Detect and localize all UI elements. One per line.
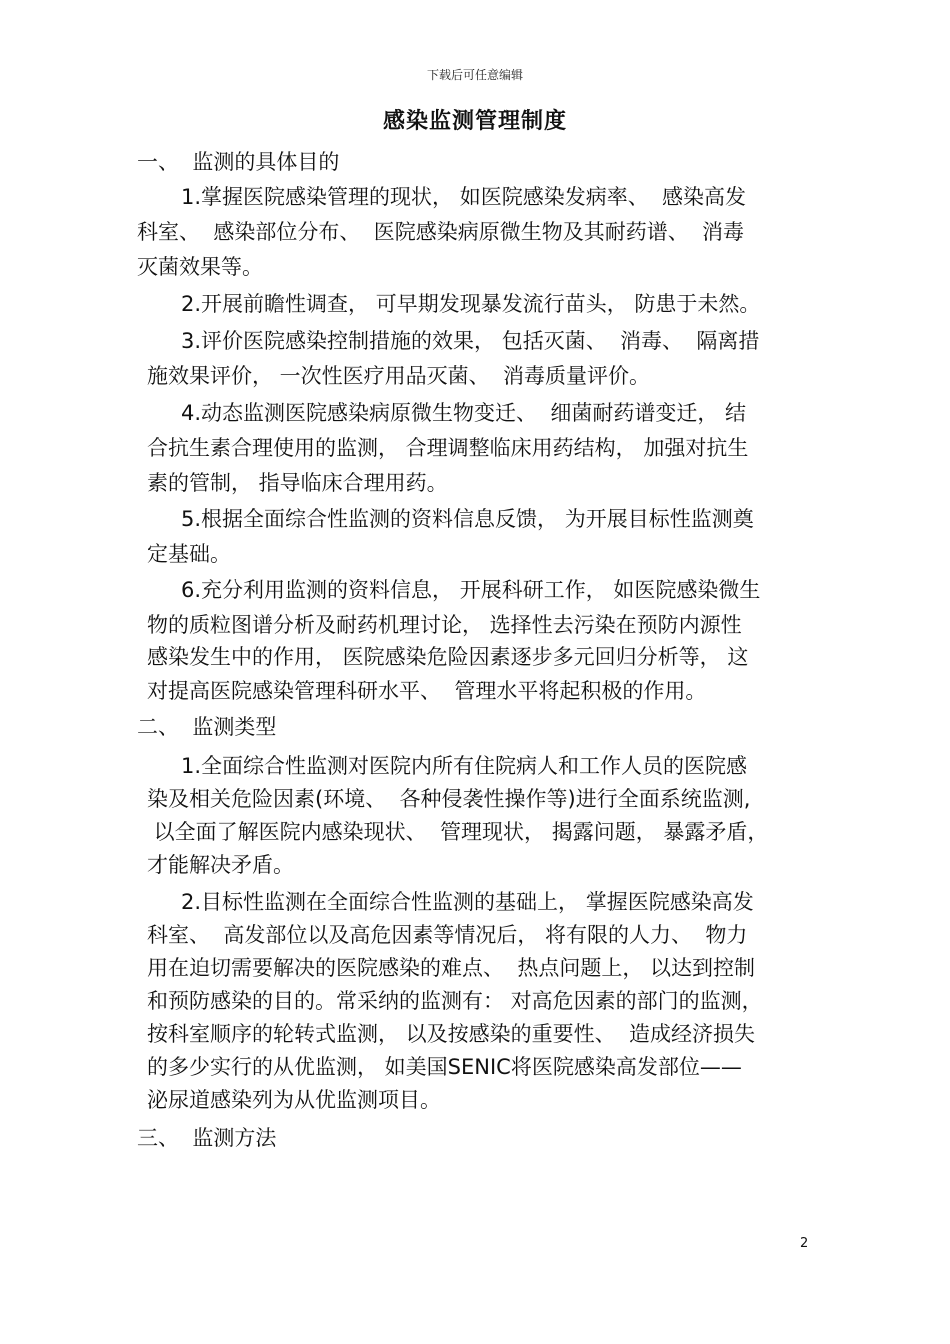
paragraph-line: 的多少实行的从优监测， 如美国SENIC将医院感染高发部位——	[147, 1055, 742, 1079]
paragraph-line: 1.掌握医院感染管理的现状， 如医院感染发病率、 感染高发	[181, 185, 747, 209]
paragraph-line: 素的管制， 指导临床合理用药。	[147, 471, 448, 495]
page-header-note: 下载后可任意编辑	[426, 68, 523, 82]
paragraph-line: 定基础。	[147, 542, 231, 566]
paragraph-line: 科室、 感染部位分布、 医院感染病原微生物及其耐药谱、 消毒	[137, 220, 745, 244]
paragraph-line: 才能解决矛盾。	[147, 853, 294, 877]
paragraph-line: 施效果评价， 一次性医疗用品灭菌、 消毒质量评价。	[147, 364, 651, 388]
paragraph-line: 5.根据全面综合性监测的资料信息反馈， 为开展目标性监测奠	[181, 507, 754, 531]
paragraph-line: 灭菌效果等。	[137, 255, 263, 279]
paragraph-line: 2.开展前瞻性调查， 可早期发现暴发流行苗头， 防患于未然。	[181, 292, 761, 316]
paragraph-line: 对提高医院感染管理科研水平、 管理水平将起积极的作用。	[147, 679, 707, 703]
paragraph-line: 6.充分利用监测的资料信息， 开展科研工作， 如医院感染微生	[181, 578, 761, 602]
page-number: 2	[800, 1236, 809, 1251]
paragraph-line: 1.全面综合性监测对医院内所有住院病人和工作人员的医院感	[181, 754, 748, 778]
section-heading: 一、 监测的具体目的	[137, 150, 340, 174]
paragraph-line: 2.目标性监测在全面综合性监测的基础上， 掌握医院感染高发	[181, 890, 754, 914]
section-heading: 二、 监测类型	[137, 715, 277, 739]
paragraph-line: 4.动态监测医院感染病原微生物变迁、 细菌耐药谱变迁， 结	[181, 401, 747, 425]
paragraph-line: 染及相关危险因素(环境、 各种侵袭性操作等)进行全面系统监测,	[147, 787, 751, 811]
section-heading: 三、 监测方法	[137, 1126, 277, 1150]
document-title: 感染监测管理制度	[382, 109, 567, 134]
paragraph-line: 以全面了解医院内感染现状、 管理现状， 揭露问题， 暴露矛盾，	[147, 820, 769, 844]
paragraph-line: 合抗生素合理使用的监测， 合理调整临床用药结构， 加强对抗生	[147, 436, 749, 460]
paragraph-line: 物的质粒图谱分析及耐药机理讨论， 选择性去污染在预防内源性	[147, 613, 742, 637]
paragraph-line: 3.评价医院感染控制措施的效果， 包括灭菌、 消毒、 隔离措	[181, 329, 760, 353]
paragraph-line: 感染发生中的作用， 医院感染危险因素逐步多元回归分析等， 这	[147, 645, 749, 669]
paragraph-line: 和预防感染的目的。常采纳的监测有： 对高危因素的部门的监测，	[147, 989, 763, 1013]
paragraph-line: 科室、 高发部位以及高危因素等情况后， 将有限的人力、 物力	[147, 923, 748, 947]
paragraph-line: 泌尿道感染列为从优监测项目。	[147, 1088, 441, 1112]
paragraph-line: 用在迫切需要解决的医院感染的难点、 热点问题上， 以达到控制	[147, 956, 756, 980]
paragraph-line: 按科室顺序的轮转式监测， 以及按感染的重要性、 造成经济损失	[147, 1022, 756, 1046]
